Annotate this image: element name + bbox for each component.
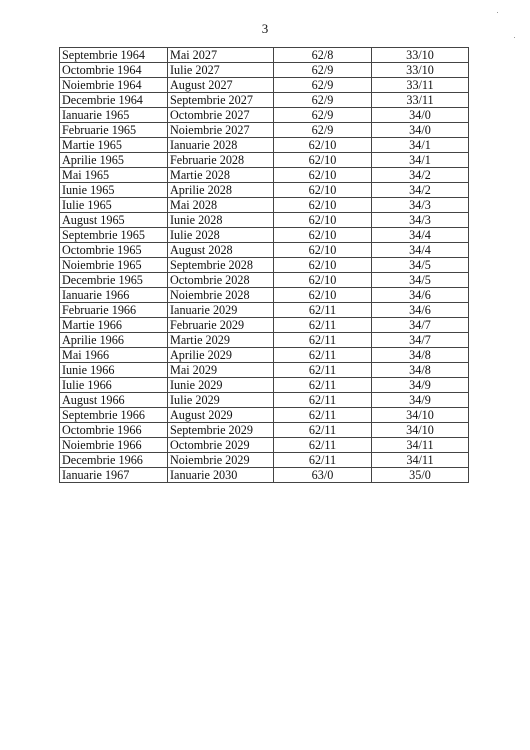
contribution-period-cell: 34/11: [372, 453, 469, 468]
table-row: [60, 303, 469, 318]
contribution-period-cell: 34/10: [372, 408, 469, 423]
contribution-period-cell: 34/3: [372, 198, 469, 213]
contribution-period-cell: 34/6: [372, 303, 469, 318]
retirement-month-cell: Octombrie 2029: [168, 438, 274, 453]
retirement-month-cell: Aprilie 2029: [168, 348, 274, 363]
scan-speck: [514, 37, 515, 38]
retirement-month-cell: Iulie 2027: [168, 63, 274, 78]
standard-age-cell: 62/11: [274, 333, 372, 348]
birth-month-cell: Ianuarie 1966: [60, 288, 168, 303]
table-row: [60, 423, 469, 438]
standard-age-cell: 62/11: [274, 348, 372, 363]
contribution-period-cell: 34/1: [372, 153, 469, 168]
table-row: [60, 258, 469, 273]
retirement-month-cell: Ianuarie 2028: [168, 138, 274, 153]
table-row: [60, 138, 469, 153]
birth-month-cell: Septembrie 1965: [60, 228, 168, 243]
schedule-table-body: [60, 48, 469, 483]
standard-age-cell: 63/0: [274, 468, 372, 483]
retirement-month-cell: Noiembrie 2029: [168, 453, 274, 468]
birth-month-cell: Noiembrie 1966: [60, 438, 168, 453]
contribution-period-cell: 33/11: [372, 78, 469, 93]
retirement-month-cell: Noiembrie 2028: [168, 288, 274, 303]
standard-age-cell: 62/10: [274, 243, 372, 258]
retirement-month-cell: Iulie 2028: [168, 228, 274, 243]
retirement-month-cell: Mai 2027: [168, 48, 274, 63]
retirement-month-cell: Septembrie 2027: [168, 93, 274, 108]
table-row: [60, 93, 469, 108]
table-row: [60, 348, 469, 363]
birth-month-cell: Octombrie 1964: [60, 63, 168, 78]
standard-age-cell: 62/10: [274, 273, 372, 288]
standard-age-cell: 62/10: [274, 168, 372, 183]
standard-age-cell: 62/10: [274, 288, 372, 303]
contribution-period-cell: 34/9: [372, 393, 469, 408]
birth-month-cell: Noiembrie 1965: [60, 258, 168, 273]
standard-age-cell: 62/9: [274, 78, 372, 93]
table-row: [60, 183, 469, 198]
birth-month-cell: Martie 1966: [60, 318, 168, 333]
standard-age-cell: 62/8: [274, 48, 372, 63]
birth-month-cell: Iulie 1965: [60, 198, 168, 213]
birth-month-cell: Iulie 1966: [60, 378, 168, 393]
contribution-period-cell: 34/9: [372, 378, 469, 393]
table-row: [60, 153, 469, 168]
table-row: [60, 363, 469, 378]
contribution-period-cell: 34/8: [372, 363, 469, 378]
retirement-month-cell: Octombrie 2028: [168, 273, 274, 288]
standard-age-cell: 62/10: [274, 258, 372, 273]
standard-age-cell: 62/11: [274, 393, 372, 408]
retirement-month-cell: Februarie 2028: [168, 153, 274, 168]
birth-month-cell: Ianuarie 1965: [60, 108, 168, 123]
birth-month-cell: Decembrie 1964: [60, 93, 168, 108]
birth-month-cell: Martie 1965: [60, 138, 168, 153]
schedule-table: [59, 47, 469, 483]
birth-month-cell: Mai 1966: [60, 348, 168, 363]
retirement-month-cell: Martie 2028: [168, 168, 274, 183]
contribution-period-cell: 34/0: [372, 123, 469, 138]
standard-age-cell: 62/9: [274, 123, 372, 138]
standard-age-cell: 62/10: [274, 138, 372, 153]
contribution-period-cell: 34/6: [372, 288, 469, 303]
birth-month-cell: August 1966: [60, 393, 168, 408]
table-row: [60, 438, 469, 453]
standard-age-cell: 62/10: [274, 213, 372, 228]
contribution-period-cell: 34/11: [372, 438, 469, 453]
scan-speck: [497, 12, 498, 13]
birth-month-cell: Februarie 1966: [60, 303, 168, 318]
contribution-period-cell: 34/10: [372, 423, 469, 438]
birth-month-cell: Decembrie 1966: [60, 453, 168, 468]
birth-month-cell: Iunie 1965: [60, 183, 168, 198]
birth-month-cell: Septembrie 1964: [60, 48, 168, 63]
birth-month-cell: Ianuarie 1967: [60, 468, 168, 483]
contribution-period-cell: 34/3: [372, 213, 469, 228]
contribution-period-cell: 33/11: [372, 93, 469, 108]
standard-age-cell: 62/11: [274, 423, 372, 438]
contribution-period-cell: 34/4: [372, 243, 469, 258]
retirement-month-cell: Iunie 2029: [168, 378, 274, 393]
retirement-month-cell: Iulie 2029: [168, 393, 274, 408]
birth-month-cell: Mai 1965: [60, 168, 168, 183]
retirement-month-cell: Mai 2029: [168, 363, 274, 378]
retirement-month-cell: Septembrie 2028: [168, 258, 274, 273]
standard-age-cell: 62/11: [274, 453, 372, 468]
standard-age-cell: 62/10: [274, 183, 372, 198]
contribution-period-cell: 33/10: [372, 48, 469, 63]
birth-month-cell: Noiembrie 1964: [60, 78, 168, 93]
standard-age-cell: 62/10: [274, 153, 372, 168]
standard-age-cell: 62/9: [274, 108, 372, 123]
birth-month-cell: Iunie 1966: [60, 363, 168, 378]
contribution-period-cell: 34/2: [372, 168, 469, 183]
standard-age-cell: 62/10: [274, 198, 372, 213]
standard-age-cell: 62/10: [274, 228, 372, 243]
table-row: [60, 288, 469, 303]
birth-month-cell: Octombrie 1966: [60, 423, 168, 438]
birth-month-cell: Decembrie 1965: [60, 273, 168, 288]
page-number: 3: [261, 21, 269, 36]
table-row: [60, 393, 469, 408]
retirement-month-cell: Februarie 2029: [168, 318, 274, 333]
table-row: [60, 108, 469, 123]
standard-age-cell: 62/11: [274, 303, 372, 318]
retirement-month-cell: August 2028: [168, 243, 274, 258]
retirement-month-cell: Ianuarie 2029: [168, 303, 274, 318]
table-row: [60, 78, 469, 93]
birth-month-cell: Septembrie 1966: [60, 408, 168, 423]
table-row: [60, 468, 469, 483]
retirement-month-cell: Octombrie 2027: [168, 108, 274, 123]
standard-age-cell: 62/11: [274, 438, 372, 453]
contribution-period-cell: 34/8: [372, 348, 469, 363]
table-row: [60, 228, 469, 243]
contribution-period-cell: 34/7: [372, 318, 469, 333]
retirement-month-cell: Martie 2029: [168, 333, 274, 348]
table-row: [60, 198, 469, 213]
contribution-period-cell: 34/0: [372, 108, 469, 123]
table-row: [60, 318, 469, 333]
table-row: [60, 333, 469, 348]
retirement-month-cell: Iunie 2028: [168, 213, 274, 228]
table-row: [60, 48, 469, 63]
birth-month-cell: Aprilie 1965: [60, 153, 168, 168]
contribution-period-cell: 34/5: [372, 273, 469, 288]
retirement-month-cell: Aprilie 2028: [168, 183, 274, 198]
standard-age-cell: 62/11: [274, 318, 372, 333]
contribution-period-cell: 33/10: [372, 63, 469, 78]
table-row: [60, 453, 469, 468]
table-row: [60, 408, 469, 423]
retirement-month-cell: Noiembrie 2027: [168, 123, 274, 138]
contribution-period-cell: 34/2: [372, 183, 469, 198]
birth-month-cell: August 1965: [60, 213, 168, 228]
table-row: [60, 378, 469, 393]
table-row: [60, 168, 469, 183]
table-row: [60, 243, 469, 258]
retirement-month-cell: August 2029: [168, 408, 274, 423]
table-row: [60, 213, 469, 228]
contribution-period-cell: 34/1: [372, 138, 469, 153]
standard-age-cell: 62/9: [274, 63, 372, 78]
retirement-month-cell: Septembrie 2029: [168, 423, 274, 438]
standard-age-cell: 62/11: [274, 378, 372, 393]
retirement-month-cell: Ianuarie 2030: [168, 468, 274, 483]
contribution-period-cell: 35/0: [372, 468, 469, 483]
table-row: [60, 273, 469, 288]
contribution-period-cell: 34/7: [372, 333, 469, 348]
table-row: [60, 63, 469, 78]
table-row: [60, 123, 469, 138]
standard-age-cell: 62/11: [274, 408, 372, 423]
contribution-period-cell: 34/4: [372, 228, 469, 243]
retirement-month-cell: Mai 2028: [168, 198, 274, 213]
retirement-month-cell: August 2027: [168, 78, 274, 93]
standard-age-cell: 62/11: [274, 363, 372, 378]
standard-age-cell: 62/9: [274, 93, 372, 108]
birth-month-cell: Februarie 1965: [60, 123, 168, 138]
contribution-period-cell: 34/5: [372, 258, 469, 273]
birth-month-cell: Octombrie 1965: [60, 243, 168, 258]
birth-month-cell: Aprilie 1966: [60, 333, 168, 348]
